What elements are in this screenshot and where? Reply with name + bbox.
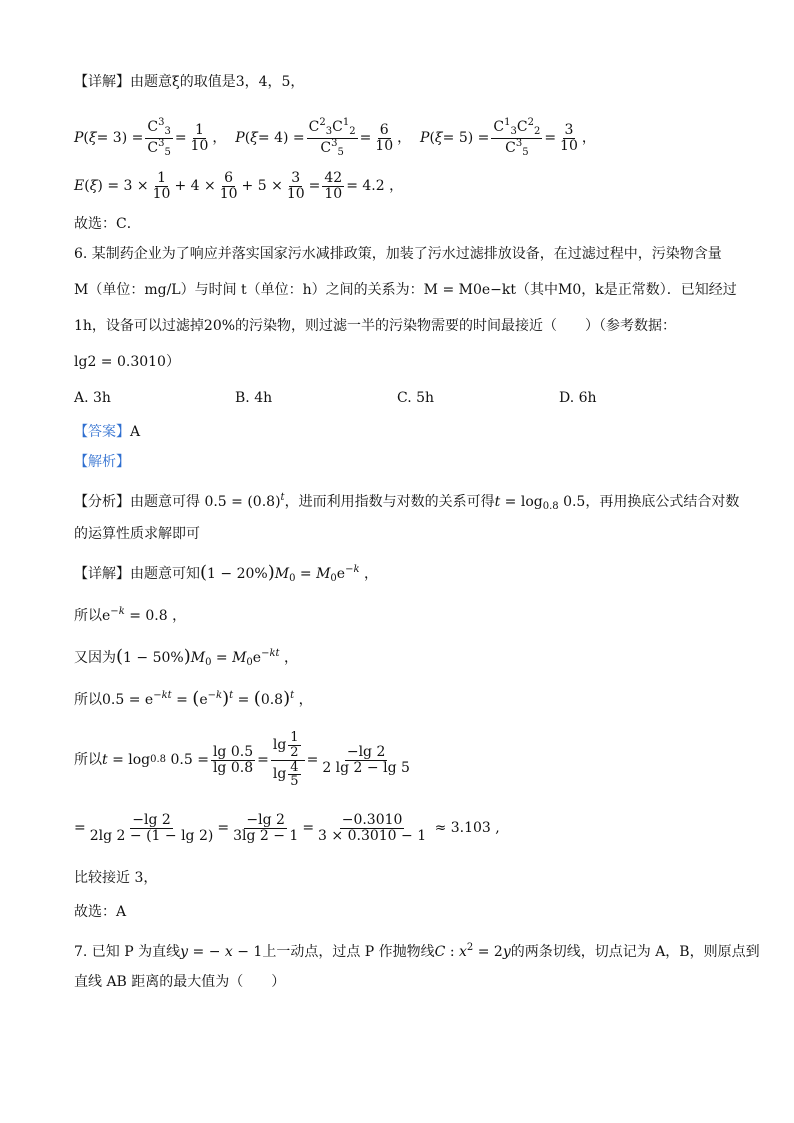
fraction-p4: $\frac{6}{10}$ <box>375 121 394 154</box>
answer-value: A <box>130 424 141 440</box>
q7-stem-line1: 7. 已知 P 为直线y = − x − 1上一动点，过点 P 作抛物线C : $x^2 = 2y$的两条切线，切点记为 A，B，则原点到 <box>74 942 760 960</box>
q6-detail-line1: 【详解】由题意可知$(1 - 20\%)M_0 = M_0e^{-k}$ ， <box>74 562 378 584</box>
detail-tag: 【详解】 <box>74 74 130 90</box>
q6-analysis-tag: 【解析】 <box>74 454 130 470</box>
q6-option-d: D. 6h <box>559 390 597 406</box>
q6-stem-line2: M（单位：mg/L）与时间 t（单位：h）之间的关系为：M = M0e−kt（其中M0，k是正常数）．已知经过 <box>74 282 737 298</box>
fraction-p3: $\frac{1}{10}$ <box>190 121 209 154</box>
q6-step-ek: 所以$e^{-k} = 0.8$ ， <box>74 606 187 624</box>
q6-stem-line4: lg2 = 0.3010） <box>74 354 180 370</box>
q6-choice: 故选：A <box>74 904 127 920</box>
sec5-detail-line <box>74 72 304 92</box>
q7-stem-line2: 直线 AB 距离的最大值为（ ） <box>74 974 286 990</box>
q6-answer-line <box>74 422 140 442</box>
sec5-expectation: E ( ξ ) = 3 × $\frac{1}{10}$ + 4 × $\frac{6}{10}$ + 5 × $\frac{3}{10}$ = $\frac{42}{10}$ = 4.2 ， <box>74 169 404 202</box>
fraction-p5: $\frac{3}{10}$ <box>560 121 578 154</box>
sec5-probabilities: P ( ξ = 3) = $\frac{C^3_3}{C^3_5}$ = $\frac{1}{10}$ ， P ( ξ = 4) = $\frac{C^2_3C^1_2}{C^3_5}$ = $\frac{6}{10}$ ， P ( ξ = 5) = $\frac{C^1_3C^2_2}{C^3_5}$ = $\frac{3}{10}$ ， <box>74 117 596 158</box>
q6-stem-line1: 6. 某制药企业为了响应并落实国家污水减排政策，加装了污水过滤排放设备，在过滤过程中，污染物含量 <box>74 246 722 262</box>
comb-fraction-p5: $\frac{C^1_3C^2_2}{C^3_5}$ <box>493 117 541 158</box>
q6-step-calc: = $\frac{-\lg 2}{2\lg 2 - (1 - \lg 2)}$ = $\frac{-\lg 2}{3\lg 2 - 1}$ = $\frac{-0.3010}{3 \times 0.3010 - 1}$ ≈ 3.103 , <box>74 811 500 844</box>
q6-fenxi-line2: 的运算性质求解即可 <box>74 526 200 542</box>
q6-fenxi-line1: 【分析】由题意可得 $0.5 = (0.8)^t$，进而利用指数与对数的关系可得$t = \log_{0.8} 0.5$，再用换底公式结合对数 <box>74 492 740 512</box>
comb-fraction-p4: $\frac{C^2_3C^1_2}{C^3_5}$ <box>308 117 356 158</box>
q6-option-c: C. 5h <box>397 390 435 406</box>
q6-step-half: 又因为$(1 - 50\%)M_0 = M_0e^{-kt}$ ， <box>74 646 299 668</box>
q6-option-a: A. 3h <box>74 390 111 406</box>
q6-option-b: B. 4h <box>235 390 273 406</box>
sec5-answer: 故选：C． <box>74 216 141 232</box>
detail-text: 由题意ξ的取值是3，4，5， <box>130 74 305 90</box>
answer-tag: 【答案】 <box>74 424 130 440</box>
q6-step-log: 所以 t = log 0.8 0.5 = $\frac{\lg 0.5}{\lg 0.8}$ = lg $\frac{1}{2}$ lg $\frac{4}{5}$ = $\frac{-\lg 2}{2 \lg 2 - \lg 5}$ <box>74 730 410 790</box>
q6-step-exp: 所以$0.5 = e^{-kt} = (e^{-k})^t = (0.8)^t$ ， <box>74 688 313 709</box>
comb-fraction-p3: $\frac{C^3_3}{C^3_5}$ <box>147 117 171 158</box>
q6-stem-line3: 1h，设备可以过滤掉20%的污染物，则过滤一半的污染物需要的时间最接近（ ）（参考数据： <box>74 318 677 334</box>
q6-closest: 比较接近 3， <box>74 870 158 886</box>
